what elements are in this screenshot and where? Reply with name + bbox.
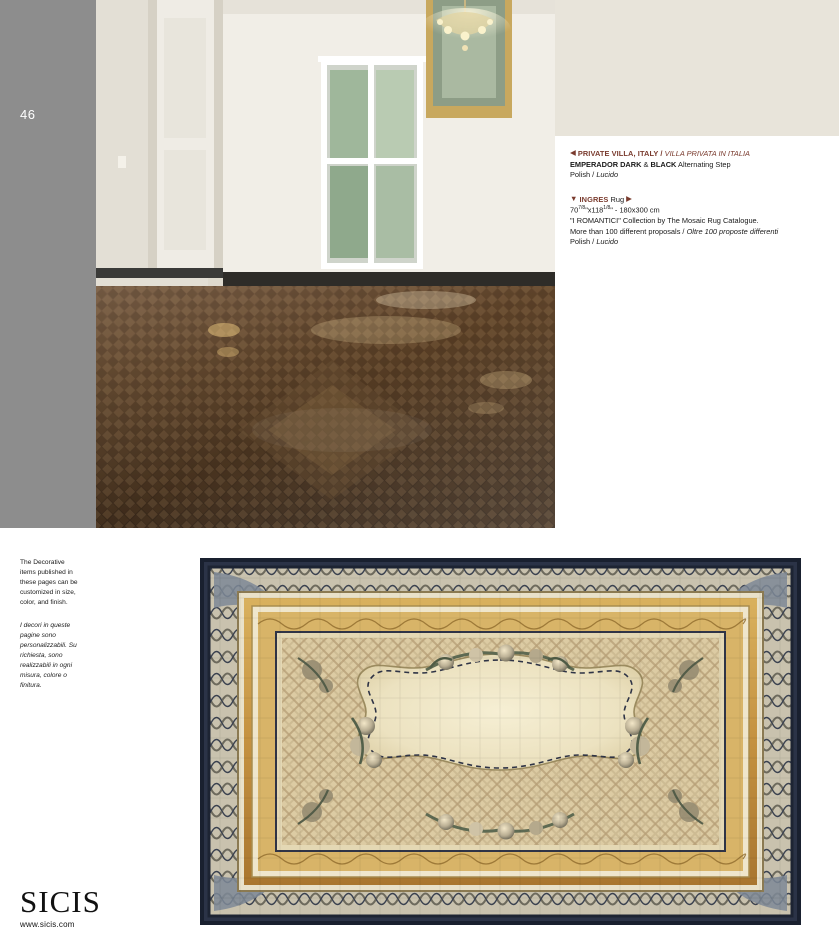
caption-material-line bbox=[570, 160, 820, 171]
caption-location-it: VILLA PRIVATA IN ITALIA bbox=[664, 149, 750, 158]
rug-size-metric: " - 180x300 cm bbox=[610, 205, 660, 215]
caption-rug-collection-line: "I ROMANTICI" Collection by The Mosaic Rug Catalogue. bbox=[570, 216, 759, 226]
interior-villa-photo bbox=[96, 0, 555, 528]
rug-finish-en: Polish / bbox=[570, 237, 595, 247]
caption-location-en: PRIVATE VILLA, ITALY / bbox=[577, 149, 663, 158]
beige-header-band bbox=[555, 0, 839, 136]
side-note-en: The Decorative items published in these pages can be customized in size, color, and finish. bbox=[20, 559, 78, 606]
page-number: 46 bbox=[20, 107, 36, 122]
rug-size-frac-1: 7/8 bbox=[578, 205, 586, 212]
right-triangle-icon: ▶ bbox=[626, 193, 632, 203]
rug-type: Rug bbox=[610, 194, 625, 204]
finish-en: Polish / bbox=[570, 170, 595, 180]
side-note bbox=[20, 558, 82, 691]
caption-rug-proposals-line bbox=[570, 227, 820, 238]
rug-name: INGRES bbox=[579, 194, 609, 204]
caption-block bbox=[570, 148, 820, 261]
caption-location-line bbox=[570, 148, 820, 160]
left-grey-band bbox=[0, 0, 96, 528]
caption-rug-finish-line bbox=[570, 237, 820, 248]
logo-wordmark: SICIS bbox=[20, 884, 101, 919]
material-name-2: BLACK bbox=[650, 159, 677, 169]
side-note-it: I decori in queste pagine sono personalizzabili. Su richiesta, sono realizzabili in ogni misura, colore o finitura. bbox=[20, 622, 77, 689]
sicis-logo bbox=[20, 886, 101, 929]
caption-finish-line bbox=[570, 170, 820, 181]
ingres-rug-photo bbox=[200, 558, 801, 925]
material-name-1: EMPERADOR DARK bbox=[570, 159, 642, 169]
proposals-en: More than 100 different proposals / bbox=[570, 226, 685, 236]
left-triangle-icon: ◀ bbox=[570, 148, 576, 157]
rug-finish-it: Lucido bbox=[596, 237, 619, 247]
rug-size-imperial-2: "x118 bbox=[585, 205, 604, 215]
caption-rug-title-line bbox=[570, 194, 820, 206]
material-amp: & bbox=[643, 159, 649, 169]
caption-private-villa bbox=[570, 148, 820, 181]
finish-it: Lucido bbox=[596, 170, 619, 180]
material-detail: Alternating Step bbox=[678, 159, 731, 169]
caption-rug-size-line bbox=[570, 205, 820, 216]
proposals-it: Oltre 100 proposte differenti bbox=[686, 226, 779, 236]
down-triangle-icon: ▼ bbox=[570, 193, 578, 203]
rug-size-imperial-1: 70 bbox=[570, 205, 579, 215]
caption-ingres-rug bbox=[570, 194, 820, 248]
rug-size-frac-2: 1/8 bbox=[603, 205, 611, 212]
logo-website: www.sicis.com bbox=[20, 920, 75, 929]
